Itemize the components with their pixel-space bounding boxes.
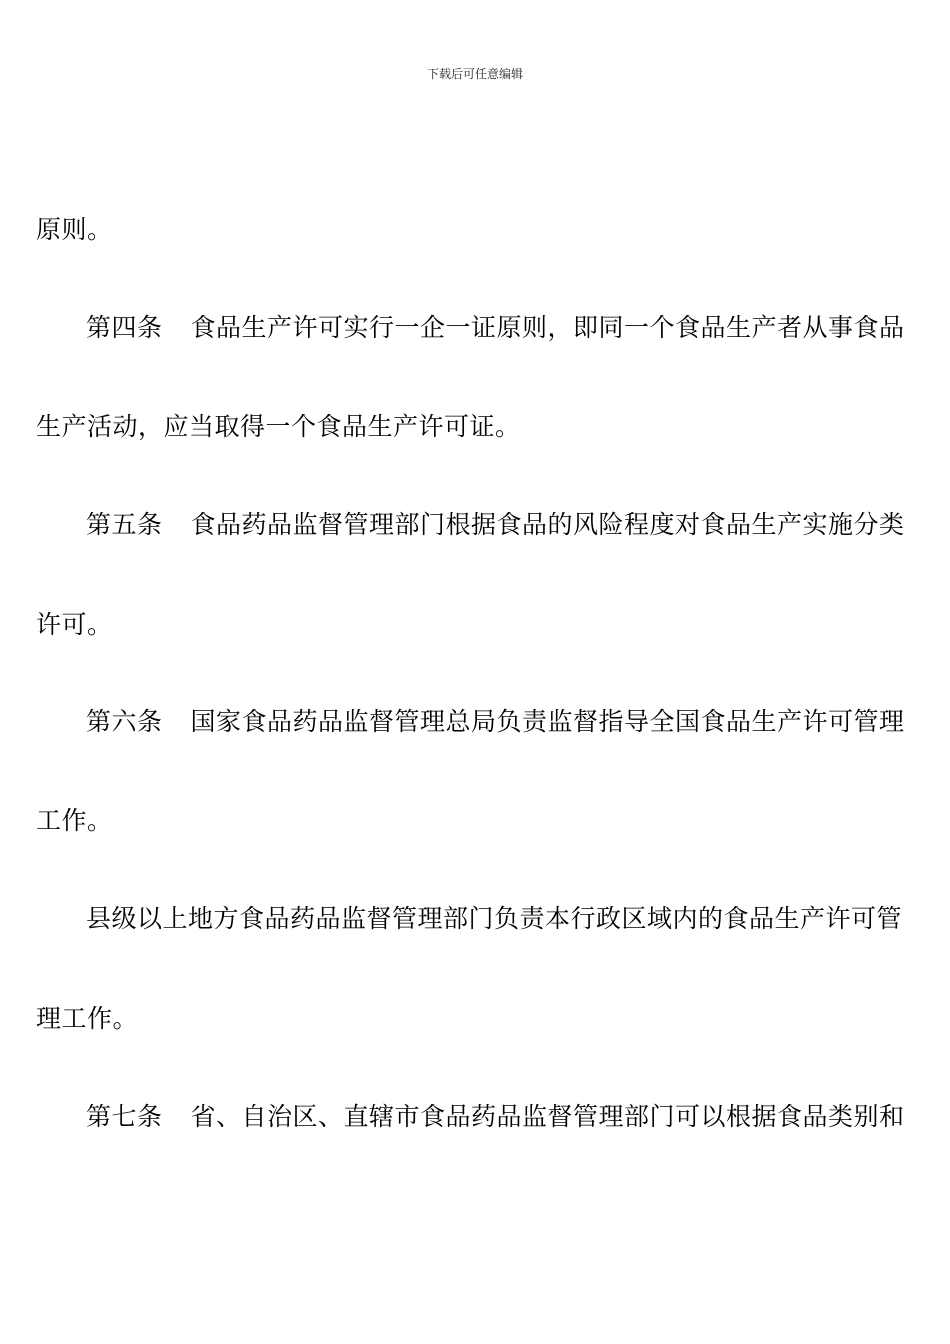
line-text: 原则。 xyxy=(36,215,113,244)
line-text: 国家食品药品监督管理总局负责监督指导全国食品生产许可管理 xyxy=(190,707,905,736)
line-text: 理工作。 xyxy=(36,1004,139,1033)
text-line-8 xyxy=(86,903,950,935)
article-6-line xyxy=(86,706,950,738)
text-line-7 xyxy=(36,805,916,837)
text-line-9 xyxy=(36,1003,916,1035)
article-number: 第四条 xyxy=(86,313,163,342)
line-text: 食品生产许可实行一企一证原则，即同一个食品生产者从事食品 xyxy=(190,313,905,342)
page-header: 下载后可任意编辑 xyxy=(426,67,523,81)
line-text: 生产活动，应当取得一个食品生产许可证。 xyxy=(36,412,521,441)
line-text: 许可。 xyxy=(36,610,113,639)
article-number: 第六条 xyxy=(86,707,163,736)
line-text: 县级以上地方食品药品监督管理部门负责本行政区域内的食品生产许可管 xyxy=(86,904,903,933)
text-line-5 xyxy=(36,609,916,641)
article-5-line xyxy=(86,509,950,541)
text-line-1 xyxy=(36,214,916,246)
line-text: 工作。 xyxy=(36,806,113,835)
line-text: 食品药品监督管理部门根据食品的风险程度对食品生产实施分类 xyxy=(190,510,905,539)
article-number: 第五条 xyxy=(86,510,163,539)
text-line-3 xyxy=(36,411,916,443)
line-text: 省、自治区、直辖市食品药品监督管理部门可以根据食品类别和 xyxy=(190,1102,905,1131)
article-number: 第七条 xyxy=(86,1102,163,1131)
article-4-line xyxy=(86,312,950,344)
article-7-line xyxy=(86,1101,950,1133)
